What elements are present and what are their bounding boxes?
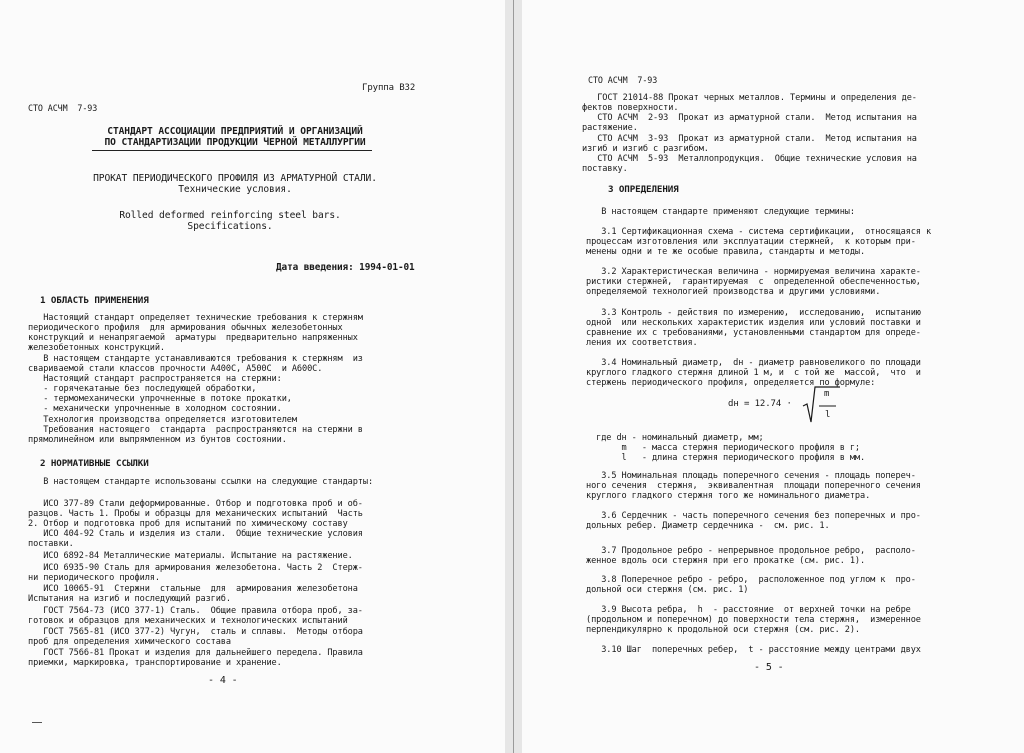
section-1-line: Настоящий стандарт распространяется на стержни: xyxy=(28,374,282,384)
section-2-line: ни периодического профиля. xyxy=(28,573,160,583)
formula-denominator: l xyxy=(825,410,831,420)
formula-legend: l - длина стержня периодического профиля в мм. xyxy=(586,453,866,463)
section-2-line: 2. Отбор и подготовка проб для испытаний по химическому составу xyxy=(28,519,348,529)
section-1-line: Настоящий стандарт определяет технические требования к стержням xyxy=(28,313,363,323)
definition-3-1: менены одни и те же особые правила, стандарты и методы. xyxy=(586,247,866,257)
definition-3-5: ного сечения стержня, эквивалентная площади поперечного сечения xyxy=(586,481,921,491)
definition-3-2: определяемой технологией производства и другими условиями. xyxy=(586,287,881,297)
left-page xyxy=(0,0,505,753)
definition-3-2: 3.2 Характеристическая величина - нормируемая величина характе- xyxy=(586,267,921,277)
section-2-line: готовок и образцов для механических и технологических испытаний xyxy=(28,616,348,626)
section-2-heading: 2 НОРМАТИВНЫЕ ССЫЛКИ xyxy=(40,458,149,469)
refs-line: ГОСТ 21014-88 Прокат черных металлов. Термины и определения де- xyxy=(582,93,917,103)
definition-3-9: перпендикулярно к продольной оси стержня (см. рис. 2). xyxy=(586,625,860,635)
page-number-left: - 4 - xyxy=(208,675,238,686)
book-gutter xyxy=(505,0,522,753)
formula-lhs: dн = 12.74 · xyxy=(728,399,792,409)
definition-3-1: 3.1 Сертификационная схема - система сертификации, относящаяся к xyxy=(586,227,932,237)
definition-3-8: 3.8 Поперечное ребро - ребро, расположенное под углом к про- xyxy=(586,575,916,585)
refs-line: СТО АСЧМ 5-93 Металлопродукция. Общие технические условия на xyxy=(582,154,917,164)
effective-date: Дата введения: 1994-01-01 xyxy=(276,262,415,273)
section-2-line: В настоящем стандарте использованы ссылки на следующие стандарты: xyxy=(28,477,374,487)
refs-line: фектов поверхности. xyxy=(582,103,679,113)
org-title-line-1: СТАНДАРТ АССОЦИАЦИИ ПРЕДПРИЯТИЙ И ОРГАНИЗАЦИЙ xyxy=(107,126,363,137)
group-label: Группа В32 xyxy=(362,83,416,93)
definition-3-3: сравнение их с требованиями, установленными стандартом для опреде- xyxy=(586,328,921,338)
definition-3-6: 3.6 Сердечник - часть поперечного сечения без поперечных и про- xyxy=(586,511,921,521)
section-2-line: ИСО 377-89 Стали деформированные. Отбор и подготовка проб и об- xyxy=(28,499,363,509)
section-1-line: Технология производства определяется изготовителем xyxy=(28,415,297,425)
section-2-line: ГОСТ 7564-73 (ИСО 377-1) Сталь. Общие правила отбора проб, за- xyxy=(28,606,363,616)
page-number-right: - 5 - xyxy=(754,662,784,673)
section-2-line: ИСО 6935-90 Сталь для армирования железобетона. Часть 2 Стерж- xyxy=(28,563,363,573)
section-1-line: железобетонных конструкций. xyxy=(28,343,165,353)
section-1-line: В настоящем стандарте устанавливаются требования к стержням из xyxy=(28,354,363,364)
section-1-line: прямолинейном или выпрямленном из бунтов состоянии. xyxy=(28,435,287,445)
section-2-line: ИСО 6892-84 Металлические материалы. Испытание на растяжение. xyxy=(28,551,353,561)
title-underline xyxy=(92,150,372,151)
section-2-line: Испытания на изгиб и последующий разгиб. xyxy=(28,594,231,604)
section-1-line: - механически упрочненные в холодном состоянии. xyxy=(28,404,282,414)
doc-title-en-2: Specifications. xyxy=(187,221,273,232)
section-1-heading: 1 ОБЛАСТЬ ПРИМЕНЕНИЯ xyxy=(40,295,149,306)
definition-3-4: круглого гладкого стержня длиной 1 м, и с той же массой, что и xyxy=(586,368,921,378)
right-page xyxy=(522,0,1024,753)
definition-3-3: одной или нескольких характеристик изделия или условий поставки и xyxy=(586,318,921,328)
section-1-line: - термомеханически упрочненные в потоке прокатки, xyxy=(28,394,292,404)
definition-3-6: дольных ребер. Диаметр сердечника - см. рис. 1. xyxy=(586,521,830,531)
section-1-line: свариваемой стали классов прочности А400С, А500С и А600С. xyxy=(28,364,323,374)
section-1-line: - горячекатаные без последующей обработки, xyxy=(28,384,257,394)
definition-3-3: 3.3 Контроль - действия по измерению, исследованию, испытанию xyxy=(586,308,921,318)
section-2-line: ГОСТ 7566-81 Прокат и изделия для дальнейшего передела. Правила xyxy=(28,648,363,658)
margin-mark xyxy=(32,722,42,723)
section-1-line: Требования настоящего стандарта распространяются на стержни в xyxy=(28,425,363,435)
doc-title-ru-2: Технические условия. xyxy=(178,184,292,195)
definition-3-9: (продольном и поперечном) до поверхности тела стержня, измеренное xyxy=(586,615,921,625)
definition-3-7: 3.7 Продольное ребро - непрерывное продольное ребро, располо- xyxy=(586,546,916,556)
doc-title-en-1: Rolled deformed reinforcing steel bars. xyxy=(119,210,341,221)
definition-3-8: дольной оси стержня (см. рис. 1) xyxy=(586,585,749,595)
section-2-line: разцов. Часть 1. Пробы и образцы для механических испытаний Часть xyxy=(28,509,363,519)
section-2-line: ИСО 10065-91 Стержни стальные для армирования железобетона xyxy=(28,584,358,594)
formula-legend: m - масса стержня периодического профиля в г; xyxy=(586,443,860,453)
definitions-intro: В настоящем стандарте применяют следующие термины: xyxy=(586,207,855,217)
definition-3-5: 3.5 Номинальная площадь поперечного сечения - площадь попереч- xyxy=(586,471,916,481)
definition-3-5: круглого гладкого стержня того же номинального диаметра. xyxy=(586,491,871,501)
refs-line: изгиб и изгиб с разгибом. xyxy=(582,144,709,154)
section-1-line: конструкций и ненапрягаемой арматуры предварительно напряженных xyxy=(28,333,358,343)
formula-numerator: m xyxy=(824,389,830,399)
refs-line: СТО АСЧМ 2-93 Прокат из арматурной стали. Метод испытания на xyxy=(582,113,917,123)
refs-line: СТО АСЧМ 3-93 Прокат из арматурной стали. Метод испытания на xyxy=(582,134,917,144)
org-title-line-2: ПО СТАНДАРТИЗАЦИИ ПРОДУКЦИИ ЧЕРНОЙ МЕТАЛЛУРГИИ xyxy=(104,137,366,148)
section-2-line: ГОСТ 7565-81 (ИСО 377-2) Чугун, сталь и сплавы. Методы отбора xyxy=(28,627,363,637)
definition-3-7: женное вдоль оси стержня при его прокатке (см. рис. 1). xyxy=(586,556,866,566)
section-3-heading: 3 ОПРЕДЕЛЕНИЯ xyxy=(608,184,679,195)
section-1-line: периодического профиля для армирования обычных железобетонных xyxy=(28,323,343,333)
definition-3-10: 3.10 Шаг поперечных ребер, t - расстояние между центрами двух xyxy=(586,645,921,655)
section-2-line: поставки. xyxy=(28,539,74,549)
definition-3-4: 3.4 Номинальный диаметр, dн - диаметр равновеликого по площади xyxy=(586,358,921,368)
definition-3-4: стержень периодического профиля, определяется по формуле: xyxy=(586,378,876,388)
refs-line: растяжение. xyxy=(582,123,638,133)
section-2-line: приемки, маркировка, транспортирование и хранение. xyxy=(28,658,282,668)
refs-line: поставку. xyxy=(582,164,628,174)
section-2-line: проб для определения химического состава xyxy=(28,637,231,647)
section-2-line: ИСО 404-92 Сталь и изделия из стали. Общие технические условия xyxy=(28,529,363,539)
doc-title-ru-1: ПРОКАТ ПЕРИОДИЧЕСКОГО ПРОФИЛЯ ИЗ АРМАТУРНОЙ СТАЛИ. xyxy=(93,173,377,184)
definition-3-2: ристики стержней, гарантируемая с определенной обеспеченностью, xyxy=(586,277,921,287)
formula-legend: где dн - номинальный диаметр, мм; xyxy=(586,433,764,443)
standard-code-right: СТО АСЧМ 7-93 xyxy=(588,75,658,85)
definition-3-9: 3.9 Высота ребра, h - расстояние от верхней точки на ребре xyxy=(586,605,911,615)
definition-3-3: ления их соответствия. xyxy=(586,338,698,348)
definition-3-1: процессам изготовления или эксплуатации стержней, к которым при- xyxy=(586,237,916,247)
standard-code: СТО АСЧМ 7-93 xyxy=(28,103,98,113)
sqrt-sign xyxy=(802,386,842,426)
